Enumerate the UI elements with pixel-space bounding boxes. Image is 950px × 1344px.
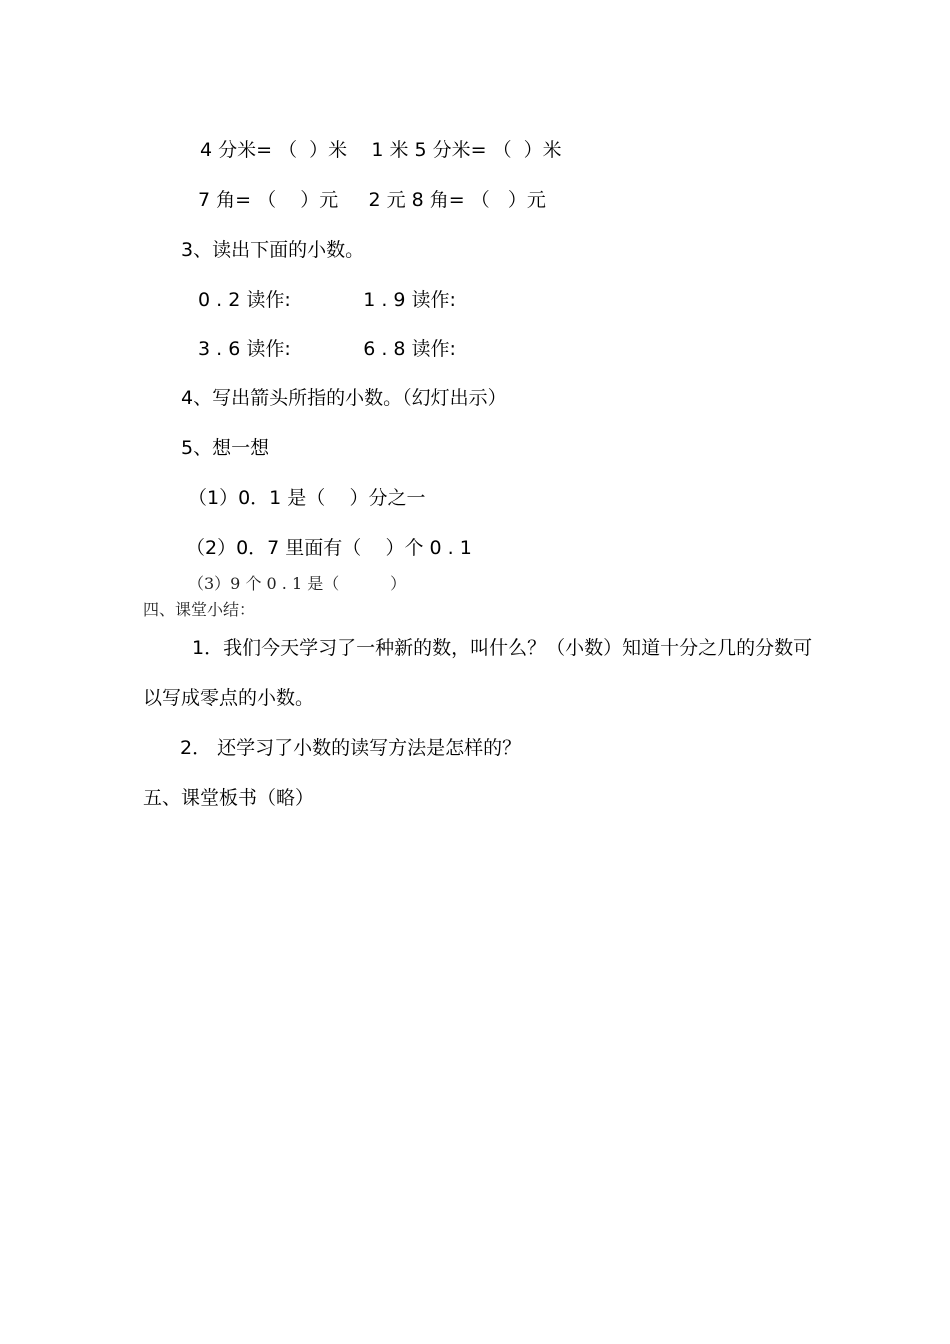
exercise-2-line-1: 4 分米= （ ）米 1 米 5 分米= （ ）米 bbox=[200, 139, 562, 161]
exercise-4-title: 4、写出箭头所指的小数。（幻灯出示） bbox=[181, 387, 507, 409]
exercise-3-row-1: 0 . 2 读作: 1 . 9 读作: bbox=[198, 289, 456, 311]
exercise-3-title: 3、读出下面的小数。 bbox=[181, 239, 365, 261]
exercise-5-item-2: （2）0．7 里面有（ ）个 0 . 1 bbox=[186, 537, 472, 559]
exercise-5-title: 5、想一想 bbox=[181, 437, 270, 459]
summary-point-1-line-2: 以写成零点的小数。 bbox=[143, 687, 315, 709]
exercise-3-row-2: 3 . 6 读作: 6 . 8 读作: bbox=[198, 338, 456, 360]
summary-heading: 四、课堂小结： bbox=[143, 600, 256, 619]
summary-point-1-line-1: 1．我们今天学习了一种新的数，叫什么？（小数）知道十分之几的分数可 bbox=[192, 637, 813, 659]
summary-point-2: 2． 还学习了小数的读写方法是怎样的？ bbox=[180, 737, 522, 759]
exercise-5-item-1: （1）0．1 是（ ）分之一 bbox=[188, 487, 426, 509]
exercise-2-line-2: 7 角= （ ）元 2 元 8 角= （ ）元 bbox=[198, 189, 546, 211]
exercise-5-item-3: （3）9 个 0 . 1 是（ ） bbox=[188, 574, 407, 593]
board-heading: 五、课堂板书（略） bbox=[143, 787, 315, 809]
